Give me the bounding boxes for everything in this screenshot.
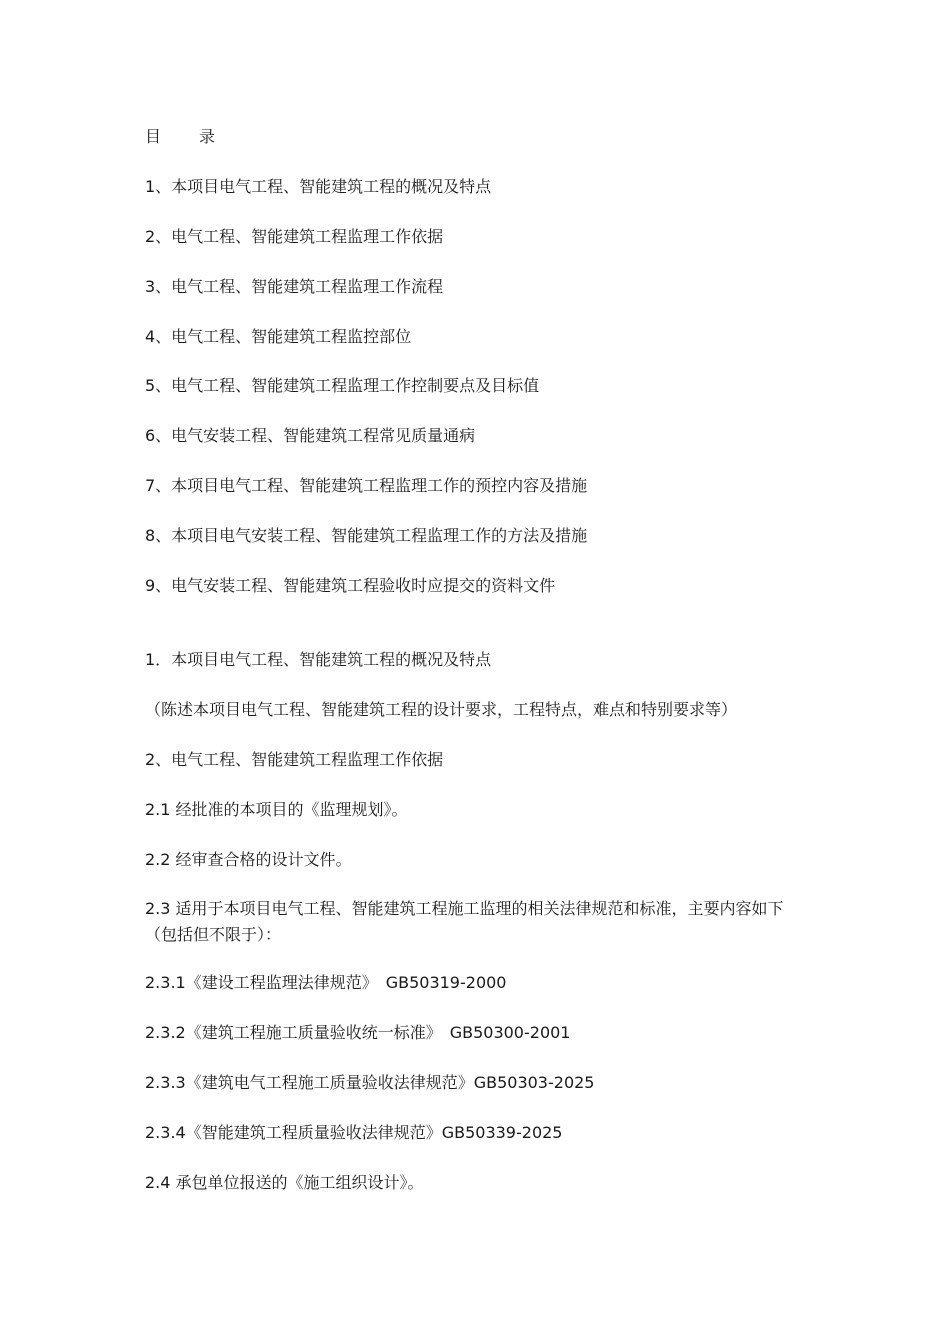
paragraph-2-3-2: 2.3.2《建筑工程施工质量验收统一标准》 GB50300-2001 [145, 1023, 571, 1042]
toc-title [145, 126, 215, 148]
toc-item-6: 6、电气安装工程、智能建筑工程常见质量通病 [145, 426, 476, 445]
paragraph-2-3: 2.3 适用于本项目电气工程、智能建筑工程施工监理的相关法律规范和标准，主要内容如下（包括但不限于）： [145, 899, 784, 944]
toc-item-8: 8、本项目电气安装工程、智能建筑工程监理工作的方法及措施 [145, 526, 588, 545]
paragraph-2-3-4: 2.3.4《智能建筑工程质量验收法律规范》GB50339-2025 [145, 1123, 563, 1142]
toc-title-right: 录 [199, 127, 216, 146]
paragraph-2-3-3: 2.3.3《建筑电气工程施工质量验收法律规范》GB50303-2025 [145, 1073, 595, 1092]
toc-item-2: 2、电气工程、智能建筑工程监理工作依据 [145, 227, 444, 246]
section-1-heading: 1．本项目电气工程、智能建筑工程的概况及特点 [145, 650, 492, 669]
paragraph-2-2: 2.2 经审查合格的设计文件。 [145, 850, 352, 869]
section-1-note: （陈述本项目电气工程、智能建筑工程的设计要求，工程特点，难点和特别要求等） [145, 700, 738, 719]
section-2-heading: 2、电气工程、智能建筑工程监理工作依据 [145, 750, 444, 769]
paragraph-2-3-1: 2.3.1《建设工程监理法律规范》 GB50319-2000 [145, 973, 507, 992]
toc-item-7: 7、本项目电气工程、智能建筑工程监理工作的预控内容及措施 [145, 476, 588, 495]
toc-item-4: 4、电气工程、智能建筑工程监控部位 [145, 327, 412, 346]
toc-item-1: 1、本项目电气工程、智能建筑工程的概况及特点 [145, 177, 492, 196]
toc-title-left: 目 [145, 127, 162, 146]
toc-item-3: 3、电气工程、智能建筑工程监理工作流程 [145, 277, 444, 296]
toc-item-9: 9、电气安装工程、智能建筑工程验收时应提交的资料文件 [145, 576, 556, 595]
toc-item-5: 5、电气工程、智能建筑工程监理工作控制要点及目标值 [145, 376, 540, 395]
paragraph-2-1: 2.1 经批准的本项目的《监理规划》。 [145, 800, 408, 819]
paragraph-2-4: 2.4 承包单位报送的《施工组织设计》。 [145, 1173, 424, 1192]
